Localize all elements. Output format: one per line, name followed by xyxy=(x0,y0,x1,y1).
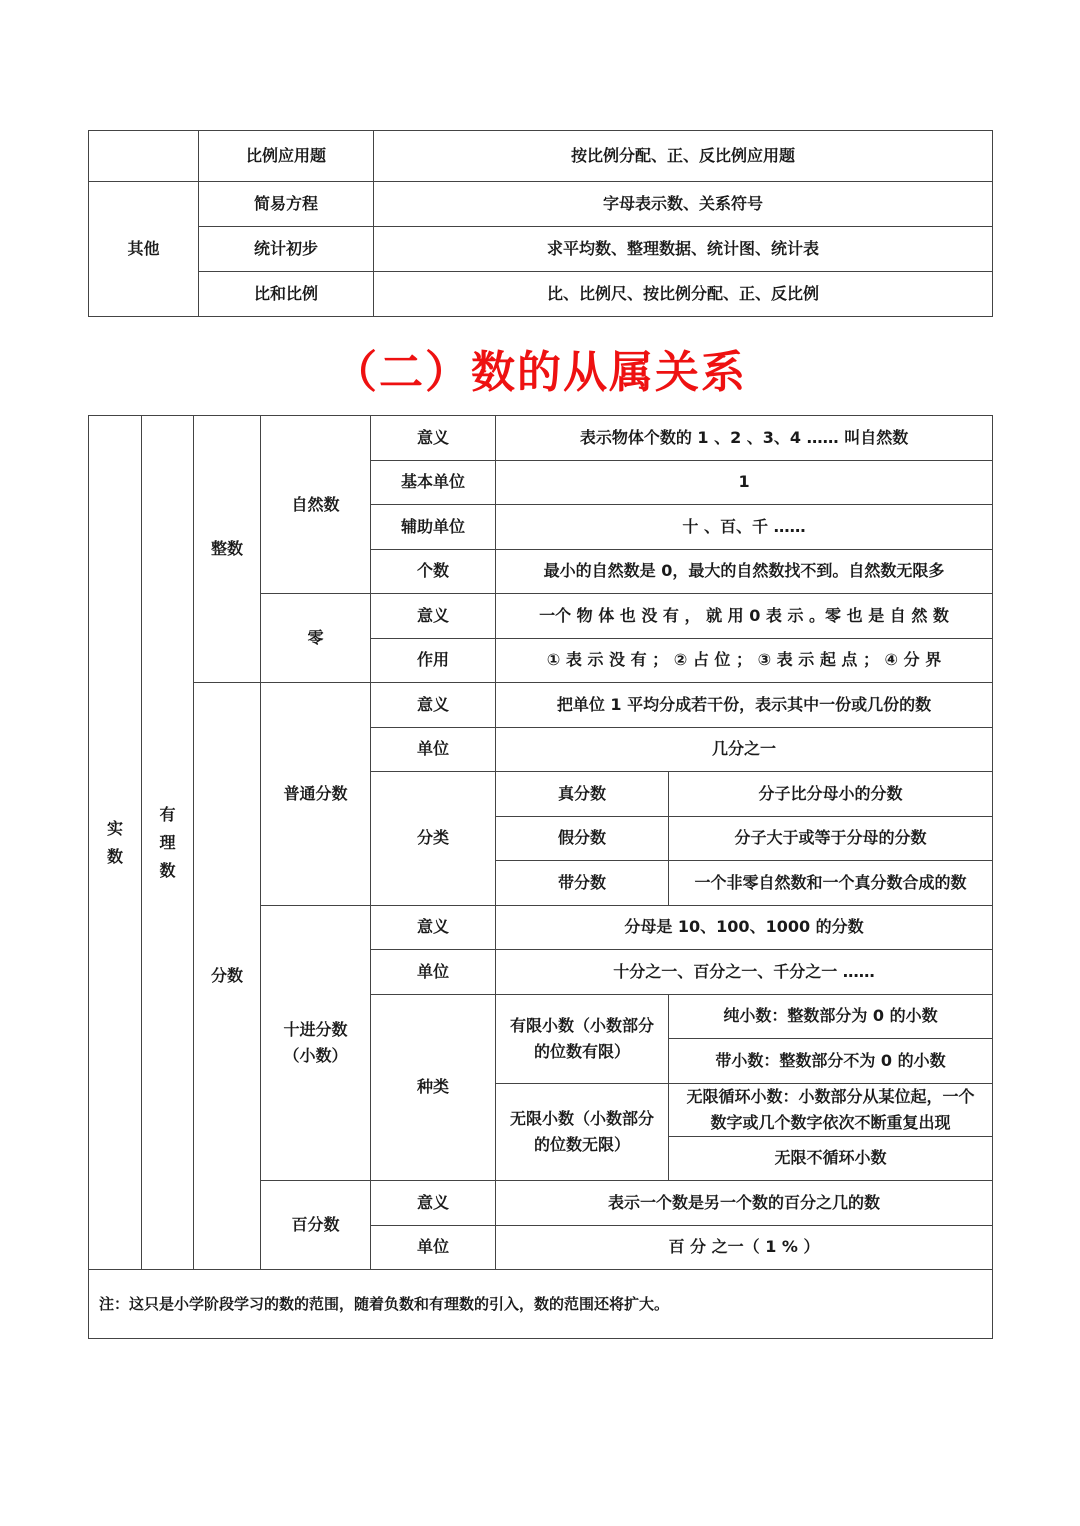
content-cell: 比、比例尺、按比例分配、正、反比例 xyxy=(374,272,993,317)
table-row xyxy=(89,683,993,728)
property-value: 十分之一、百分之一、千分之一 …… xyxy=(496,950,993,995)
property-label: 个数 xyxy=(371,549,496,594)
property-label: 意义 xyxy=(371,1181,496,1226)
property-label: 单位 xyxy=(371,727,496,772)
property-value: 百 分 之一（ 1 % ） xyxy=(496,1225,993,1270)
property-value: 把单位 1 平均分成若干份，表示其中一份或几份的数 xyxy=(496,683,993,728)
topic-cell: 简易方程 xyxy=(199,182,374,227)
topics-table xyxy=(88,130,993,317)
topic-cell: 比和比例 xyxy=(199,272,374,317)
property-label: 种类 xyxy=(371,994,496,1181)
property-value: 表示一个数是另一个数的百分之几的数 xyxy=(496,1181,993,1226)
rational-number-text: 有理数 xyxy=(159,804,176,880)
topic-cell: 比例应用题 xyxy=(199,131,374,182)
table-row xyxy=(89,182,993,227)
subtype-label xyxy=(496,1083,669,1181)
topic-cell: 统计初步 xyxy=(199,227,374,272)
integer-label: 整数 xyxy=(194,416,261,683)
table-row xyxy=(89,416,993,461)
fraction-label: 分数 xyxy=(194,683,261,1270)
content-cell: 求平均数、整理数据、统计图、统计表 xyxy=(374,227,993,272)
table-row xyxy=(89,1270,993,1339)
common-fraction-label: 普通分数 xyxy=(261,683,371,906)
empty-cell xyxy=(89,131,199,182)
finite-decimal-text: 有限小数（小数部分的位数有限） xyxy=(509,1015,654,1061)
real-number-text: 实数 xyxy=(106,818,123,866)
property-value: 最小的自然数是 0，最大的自然数找不到。自然数无限多 xyxy=(496,549,993,594)
property-value: 分母是 10、100、1000 的分数 xyxy=(496,905,993,950)
property-label: 分类 xyxy=(371,772,496,906)
subtype-label xyxy=(496,994,669,1083)
property-value: 表示物体个数的 1 、2 、3、4 …… 叫自然数 xyxy=(496,416,993,461)
table-row xyxy=(89,131,993,182)
infinite-decimal-text: 无限小数（小数部分的位数无限） xyxy=(509,1108,654,1154)
property-label: 基本单位 xyxy=(371,460,496,505)
percent-label: 百分数 xyxy=(261,1181,371,1270)
subtype-label: 带分数 xyxy=(496,861,669,906)
decimal-fraction-label xyxy=(261,905,371,1181)
subtype-def: 纯小数：整数部分为 0 的小数 xyxy=(669,994,993,1039)
content-cell: 字母表示数、关系符号 xyxy=(374,182,993,227)
number-hierarchy-table xyxy=(88,415,993,1339)
property-value: 1 xyxy=(496,460,993,505)
property-value: 一个 物 体 也 没 有 ， 就 用 0 表 示 。零 也 是 自 然 数 xyxy=(496,594,993,639)
section-title: （二）数的从属关系 xyxy=(333,347,747,398)
natural-number-label: 自然数 xyxy=(261,416,371,594)
property-value: ① 表 示 没 有 ； ② 占 位 ； ③ 表 示 起 点 ； ④ 分 界 xyxy=(496,638,993,683)
table-row xyxy=(89,272,993,317)
property-label: 意义 xyxy=(371,905,496,950)
subtype-label: 假分数 xyxy=(496,816,669,861)
property-value: 几分之一 xyxy=(496,727,993,772)
subtype-label: 真分数 xyxy=(496,772,669,817)
property-label: 单位 xyxy=(371,950,496,995)
repeating-decimal-text: 无限循环小数：小数部分从某位起，一个数字或几个数字依次不断重复出现 xyxy=(686,1086,975,1132)
subtype-def: 带小数：整数部分不为 0 的小数 xyxy=(669,1039,993,1084)
property-label: 辅助单位 xyxy=(371,505,496,550)
subtype-def: 无限不循环小数 xyxy=(669,1136,993,1181)
property-label: 作用 xyxy=(371,638,496,683)
property-label: 意义 xyxy=(371,416,496,461)
property-label: 单位 xyxy=(371,1225,496,1270)
decimal-fraction-text: 十进分数（小数） xyxy=(283,1019,348,1065)
table-row xyxy=(89,227,993,272)
property-label: 意义 xyxy=(371,683,496,728)
subtype-def: 分子比分母小的分数 xyxy=(669,772,993,817)
subtype-def: 一个非零自然数和一个真分数合成的数 xyxy=(669,861,993,906)
content-cell: 按比例分配、正、反比例应用题 xyxy=(374,131,993,182)
property-label: 意义 xyxy=(371,594,496,639)
property-value: 十 、百、千 …… xyxy=(496,505,993,550)
real-number-label xyxy=(89,416,142,1270)
subtype-def: 分子大于或等于分母的分数 xyxy=(669,816,993,861)
group-label: 其他 xyxy=(89,182,199,317)
footnote: 注：这只是小学阶段学习的数的范围，随着负数和有理数的引入，数的范围还将扩大。 xyxy=(89,1270,993,1339)
zero-label: 零 xyxy=(261,594,371,683)
subtype-def xyxy=(669,1083,993,1136)
rational-number-label xyxy=(142,416,194,1270)
